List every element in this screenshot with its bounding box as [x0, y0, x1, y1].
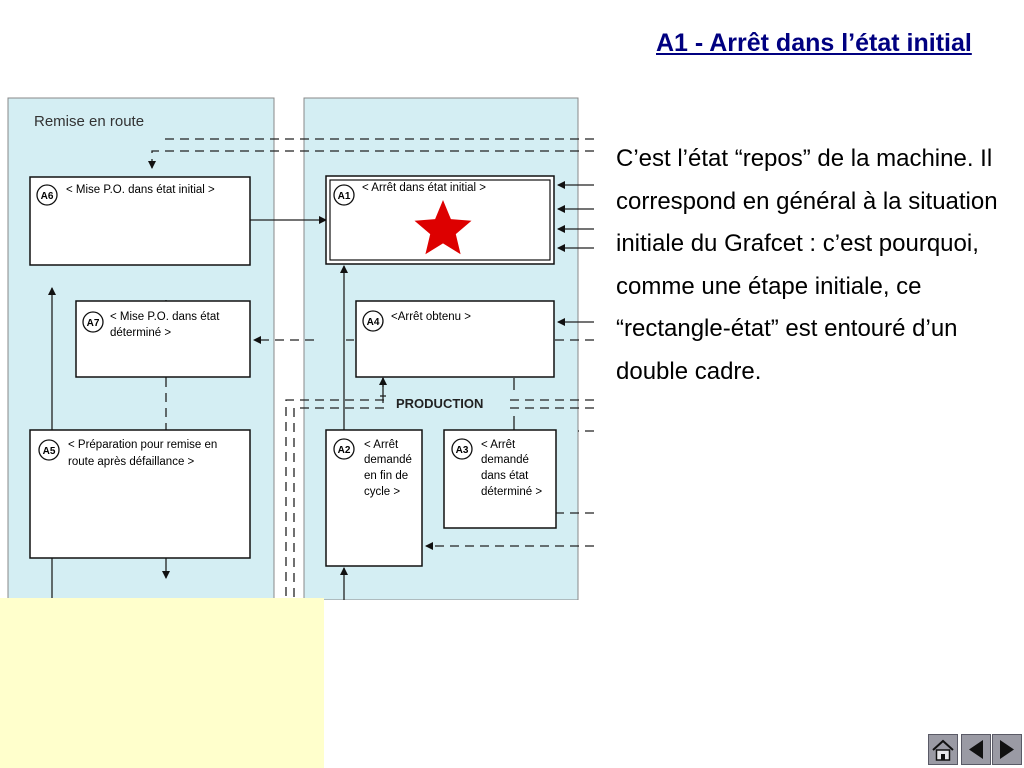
previous-arrow-icon: [962, 735, 990, 764]
gemma-diagram: [0, 88, 594, 600]
a5-label-2: route après défaillance >: [68, 456, 195, 468]
previous-slide-button[interactable]: [961, 734, 991, 765]
production-label: PRODUCTION: [396, 396, 484, 411]
slide-body-text: C’est l’état “repos” de la machine. Il correspond en général à la situation initiale du Grafcet : c’est pourquoi, comme une étape initiale, ce “rectangle-état” est entouré d’un double cadre.: [616, 145, 998, 385]
home-icon: [929, 735, 957, 764]
a3-line-2: demandé: [481, 454, 529, 466]
a2-line-4: cycle >: [364, 486, 401, 498]
state-box-a5: [30, 430, 250, 558]
state-box-a4: [356, 301, 554, 377]
a7-tag: A7: [86, 318, 100, 329]
state-box-a7: [76, 301, 250, 377]
a7-label-1: < Mise P.O. dans état: [110, 311, 220, 323]
yellow-panel: [0, 598, 324, 768]
state-box-a6: [30, 177, 250, 265]
a5-label-1: < Préparation pour remise en: [68, 439, 218, 451]
a2-line-3: en fin de: [364, 470, 409, 482]
a3-line-3: dans état: [481, 470, 529, 482]
a6-label: < Mise P.O. dans état initial >: [66, 184, 215, 196]
next-slide-button[interactable]: [992, 734, 1022, 765]
slide-title: A1 - Arrêt dans l’état initial: [656, 29, 972, 57]
a7-label-2: déterminé >: [110, 327, 172, 339]
a3-line-4: déterminé >: [481, 486, 543, 498]
a2-line-1: < Arrêt: [364, 439, 399, 451]
a1-label: < Arrêt dans état initial >: [362, 182, 487, 194]
a4-label: <Arrêt obtenu >: [391, 311, 471, 323]
a6-tag: A6: [40, 191, 54, 202]
a1-tag: A1: [337, 191, 351, 202]
state-box-a2: [326, 430, 422, 566]
next-arrow-icon: [993, 735, 1021, 764]
home-button[interactable]: [928, 734, 958, 765]
a3-line-1: < Arrêt: [481, 439, 516, 451]
a5-tag: A5: [42, 446, 56, 457]
a4-tag: A4: [366, 317, 380, 328]
a3-tag: A3: [455, 445, 469, 456]
state-box-a3: [444, 430, 556, 528]
a2-line-2: demandé: [364, 454, 412, 466]
a2-tag: A2: [337, 445, 351, 456]
panel-left-title: Remise en route: [34, 113, 145, 130]
